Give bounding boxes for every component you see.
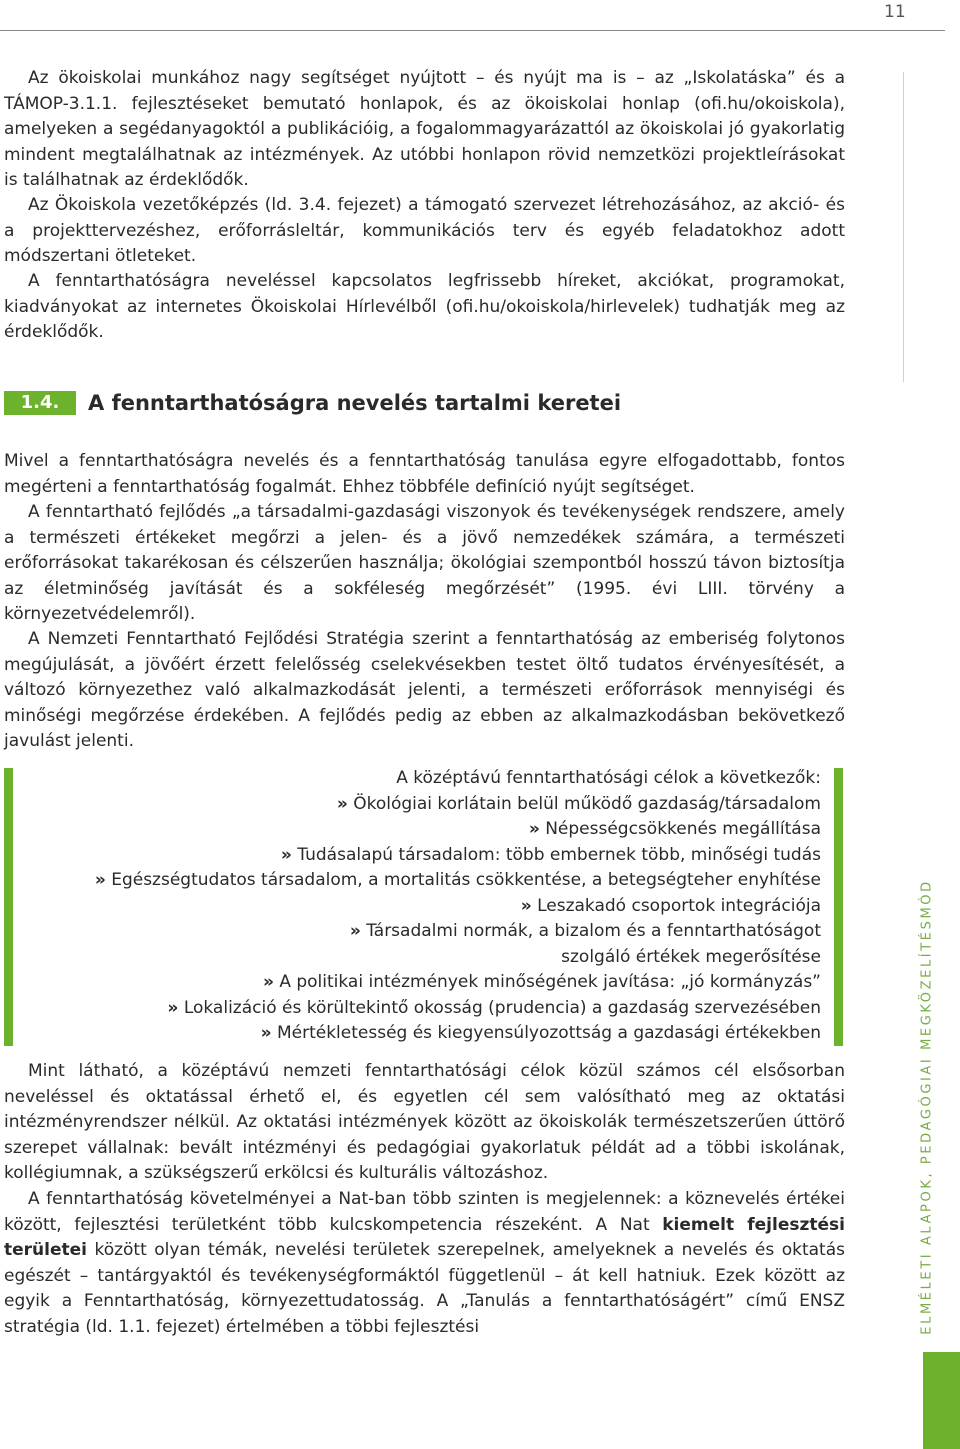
goal-item: » Mértékletesség és kiegyensúlyozottság a gazdasági értékekben xyxy=(260,1023,821,1043)
goal-item-continuation: szolgáló értékek megerősítése xyxy=(561,946,821,967)
goal-item: » Leszakadó csoportok integrációja xyxy=(520,895,821,916)
goals-box xyxy=(18,766,821,1047)
goal-item: » Társadalmi normák, a bizalom és a fenntarthatóságot xyxy=(349,921,821,941)
chapter-color-block xyxy=(923,1352,960,1449)
body-paragraph-1: Mivel a fenntarthatóságra nevelés és a fenntarthatóság tanulása egyre elfogadottabb, fontos megérteni a fenntarthatóság fogalmát. Ehhez többféle definíció nyújt segítséget. xyxy=(4,451,845,497)
after-paragraph-1: Mint látható, a középtávú nemzeti fenntarthatósági célok közül számos cél elsősorban neveléssel és oktatással érhető el, és egyetlen cél sem valósítható meg az oktatási intézményrendszer nélkül. Az oktatási intézmények között az ökoiskolák természetszerűen úttörő szerepet vállalnak: bevált intézményi és pedagógiai gyakorlatuk példát ad a többi iskolának, kollégiumnak, a szükségszerű erkölcsi és kulturális változáshoz. xyxy=(4,1061,845,1183)
intro-paragraph-1: Az ökoiskolai munkához nagy segítséget nyújtott – és nyújt ma is – az „Iskolatáska” és a TÁMOP-3.1.1. fejlesztéseket bemutató honlapok, és az ökoiskolai honlap (ofi.hu/okoiskola), amelyeken a segédanyagoktól a publikációig, a fogalommagyarázattól az ökoiskolai jó gyakorlatig mindent megtalálhatnak az intézmények. Az utóbbi honlapon rövid nemzetközi projektleírásokat is találhatnak az érdeklődők. xyxy=(4,68,845,190)
emphasis-text: kiemelt fejlesztési területei xyxy=(4,1214,845,1260)
intro-paragraph-3: A fenntarthatóságra neveléssel kapcsolatos legfrissebb híreket, akciókat, programokat, kiadványokat az internetes Ökoiskolai Hírlevélből (ofi.hu/okoiskola/hirlevelek) tudhatják meg az érdeklődők. xyxy=(4,271,845,342)
body-paragraph-3: A Nemzeti Fenntartható Fejlődési Stratégia szerint a fenntarthatóság az emberiség folytonos megújulását, a jövőért érzett felelősség cselekvésekben testet öltő tudatos érvényesítését, a változó környezethez való alkalmazkodását jelenti, a természeti erőforrások mennyiségi és minőségi megőrzése érdekében. A fejlődés pedig az ebben az alkalmazkodásban bekövetkező javulást jelenti. xyxy=(4,629,845,751)
goal-item: » Népességcsökkenés megállítása xyxy=(528,819,821,839)
goal-item: » Lokalizáció és körültekintő okosság (prudencia) a gazdaság szervezésében xyxy=(167,997,821,1018)
goal-item: » Tudásalapú társadalom: több embernek több, minőségi tudás xyxy=(280,844,821,865)
goals-heading: A középtávú fenntarthatósági célok a következők: xyxy=(396,768,821,788)
margin-rule xyxy=(903,72,904,382)
after-paragraph-2: A fenntarthatóság követelményei a Nat-ban több szinten is megjelennek: a köznevelés értékei között, fejlesztési területként több kulcskompetencia részeként. A Nat kiemelt fejlesztési területei között olyan témák, nevelési területek szerepelnek, amelyeknek a nevelés és oktatás egészét – tantárgyaktól és tevékenységformáktól függetlenül – át kell hatniuk. Ezek között az egyik a Fenntarthatóság, környezettudatosság. A „Tanulás a fenntarthatóságért” című ENSZ stratégia (ld. 1.1. fejezet) értelmében a többi fejlesztési xyxy=(4,1189,845,1337)
section-number: 1.4. xyxy=(4,391,76,415)
goals-box-left-bar xyxy=(4,768,13,1046)
page-number: 11 xyxy=(884,2,906,22)
section-title: A fenntarthatóságra nevelés tartalmi keretei xyxy=(88,391,622,415)
body-paragraph-2: A fenntartható fejlődés „a társadalmi-gazdasági viszonyok és tevékenységek rendszere, amely a természeti értékeket megőrzi a jelen- és a jövő nemzedékek számára, a természeti erőforrásokat takarékosan és célszerűen használja; ökológiai szempontból hosszú távon biztosítja az életminőség javítását és a sokféleség megőrzését” (1995. évi LIII. törvény a környezetvédelemről). xyxy=(4,502,845,624)
goal-item: » Ökológiai korlátain belül működő gazdaság/társadalom xyxy=(336,793,821,814)
chapter-side-tab-label: ELMÉLETI ALAPOK, PEDAGÓGIAI MEGKÖZELÍTÉSMÓD xyxy=(919,879,935,1335)
goals-box-right-bar xyxy=(834,768,843,1046)
goal-item: » Egészségtudatos társadalom, a mortalitás csökkentése, a betegségteher enyhítése xyxy=(94,870,821,890)
chapter-side-tab xyxy=(915,879,939,1335)
goal-item: » A politikai intézmények minőségének javítása: „jó kormányzás” xyxy=(262,972,821,992)
header-rule xyxy=(0,30,945,31)
intro-paragraph-2: Az Ökoiskola vezetőképzés (ld. 3.4. fejezet) a támogató szervezet létrehozásához, az akció- és a projekttervezéshez, erőforrásleltár, kommunikációs terv és egyéb feladatokhoz adott módszertani ötleteket. xyxy=(4,195,845,266)
